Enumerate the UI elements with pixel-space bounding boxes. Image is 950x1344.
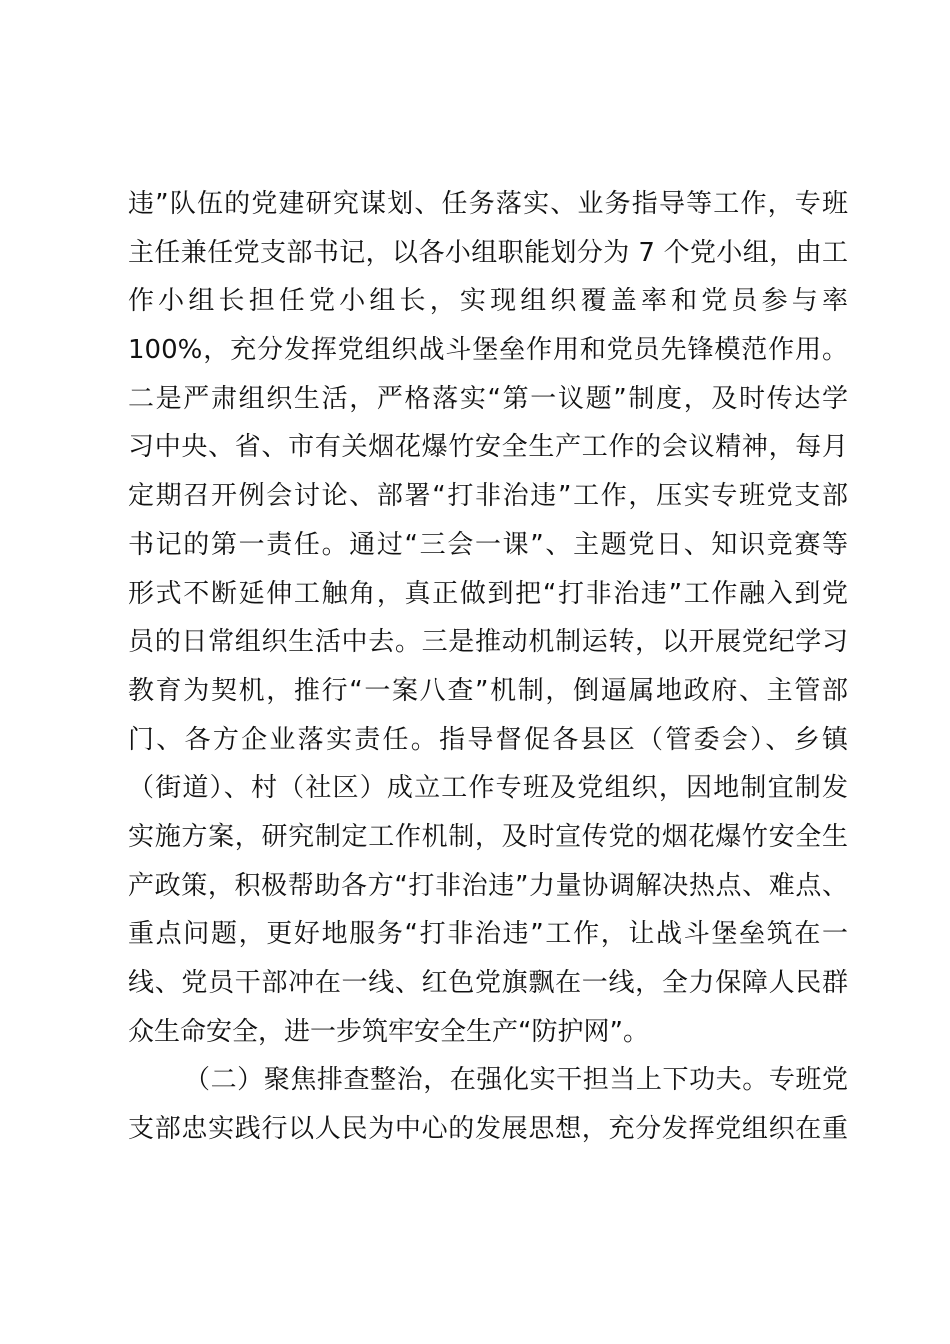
text-line-8: 书记的第一责任。通过“三会一课”、主题党日、知识竞赛等 — [128, 529, 848, 560]
text-line-14: 实施方案，研究制定工作机制，及时宣传党的烟花爆竹安全生 — [128, 821, 848, 852]
text-line-18: 众生命安全，进一步筑牢安全生产“防护网”。 — [128, 1016, 649, 1047]
text-line-2: 主任兼任党支部书记，以各小组职能划分为 7 个党小组，由工 — [128, 237, 848, 268]
text-line-12: 门、各方企业落实责任。指导督促各县区（管委会）、乡镇 — [128, 724, 848, 755]
text-line-4: 100%，充分发挥党组织战斗堡垒作用和党员先锋模范作用。 — [128, 335, 848, 366]
text-line-3: 作小组长担任党小组长，实现组织覆盖率和党员参与率 — [128, 286, 848, 317]
text-line-6: 习中央、省、市有关烟花爆竹安全生产工作的会议精神，每月 — [128, 432, 848, 463]
text-line-9: 形式不断延伸工触角，真正做到把“打非治违”工作融入到党 — [128, 578, 848, 609]
body-text — [128, 180, 848, 1154]
section-heading-line: （二）聚焦排查整治，在强化实干担当上下功夫。专班党 — [184, 1065, 848, 1096]
text-line-10: 员的日常组织生活中去。三是推动机制运转，以开展党纪学习 — [128, 627, 848, 658]
text-line-15: 产政策，积极帮助各方“打非治违”力量协调解决热点、难点、 — [128, 870, 848, 901]
text-line-13: （街道）、村（社区）成立工作专班及党组织，因地制宜制发 — [128, 773, 848, 804]
text-line-17: 线、党员干部冲在一线、红色党旗飘在一线，全力保障人民群 — [128, 968, 848, 998]
text-line-7: 定期召开例会讨论、部署“打非治违”工作，压实专班党支部 — [128, 481, 848, 512]
text-line-11: 教育为契机，推行“一案八查”机制，倒逼属地政府、主管部 — [128, 675, 848, 706]
text-line-5: 二是严肃组织生活，严格落实“第一议题”制度，及时传达学 — [128, 383, 848, 414]
text-line-1: 违”队伍的党建研究谋划、任务落实、业务指导等工作，专班 — [128, 189, 848, 219]
text-line-20: 支部忠实践行以人民为中心的发展思想，充分发挥党组织在重 — [128, 1114, 848, 1145]
text-line-16: 重点问题，更好地服务“打非治违”工作，让战斗堡垒筑在一 — [128, 919, 848, 950]
